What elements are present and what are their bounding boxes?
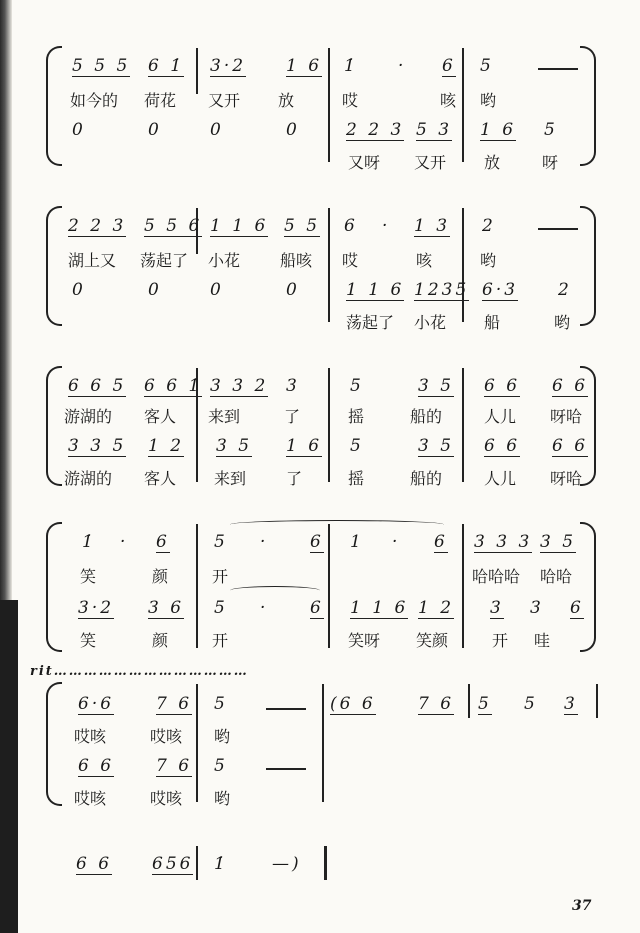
- rest: 0: [210, 120, 224, 140]
- lyric: 笑: [80, 567, 97, 586]
- note-group: 5 5: [284, 216, 321, 236]
- note-group: 5 3: [416, 120, 453, 140]
- rest: 0: [210, 280, 224, 300]
- coda-line: [40, 846, 610, 886]
- note-group: 6 6: [552, 376, 589, 396]
- note-group: 1 6: [286, 436, 323, 456]
- tempo-marking: rit…………………………………: [30, 664, 249, 679]
- note: 3: [530, 598, 544, 618]
- barline: [462, 48, 464, 162]
- lyric: 小花: [414, 313, 447, 332]
- lyric: 哎咳: [150, 789, 183, 808]
- lyric: 船咳: [280, 251, 313, 270]
- lyric: 呀哈: [550, 469, 583, 488]
- lyric: 小花: [208, 251, 241, 270]
- sustain-close: —): [272, 854, 302, 874]
- note-group: 7 6: [156, 694, 193, 714]
- lyric: 如今的: [70, 91, 119, 110]
- note: 6: [570, 598, 584, 618]
- note: 1̇: [214, 854, 228, 874]
- score-system-3: [40, 360, 610, 490]
- note-group: 5 5 5: [72, 56, 131, 76]
- rest: 0: [286, 120, 300, 140]
- lyric: 哟: [214, 789, 231, 808]
- system-bracket-right: [580, 522, 596, 652]
- score-system-2: [40, 200, 610, 330]
- barline: [462, 208, 464, 322]
- barline: [196, 846, 198, 880]
- lyric: 哎咳: [74, 789, 107, 808]
- score-system-1: [40, 40, 610, 170]
- note: 1̇: [82, 532, 96, 552]
- lyric: 游湖的: [64, 469, 113, 488]
- interlude: 3: [564, 694, 578, 714]
- note-group: 6·6: [78, 694, 115, 714]
- note-group: 2 2 3: [346, 120, 405, 140]
- note: 6: [434, 532, 448, 552]
- lyric: 哟: [480, 91, 497, 110]
- lyric: 荷花: [144, 91, 177, 110]
- rest: 0: [72, 280, 86, 300]
- note-group: 3·2: [210, 56, 247, 76]
- note-group: 1 3: [414, 216, 451, 236]
- lyric: 颜: [152, 567, 169, 586]
- note: 5: [544, 120, 558, 140]
- lyric: 哈哈: [540, 567, 573, 586]
- rest: 0: [148, 280, 162, 300]
- note-group: 1 6: [480, 120, 517, 140]
- note: 6: [156, 532, 170, 552]
- lyric: 开: [212, 631, 229, 650]
- interlude: 7 6: [418, 694, 455, 714]
- lyric: 荡起了: [346, 313, 395, 332]
- slur: [230, 520, 444, 529]
- note-group: 7 6: [156, 756, 193, 776]
- lyric: 哟: [214, 727, 231, 746]
- lyric: 哎咳: [74, 727, 107, 746]
- lyric: 了: [284, 407, 301, 426]
- rit-label: rit: [30, 664, 54, 679]
- note: 5: [214, 756, 228, 776]
- system-bracket: [46, 206, 62, 326]
- score-system-4: [40, 516, 610, 656]
- dot: ·: [260, 532, 269, 552]
- lyric: 哇: [534, 631, 551, 650]
- note-group: 3 5: [216, 436, 253, 456]
- page-edge-shadow-lower: [0, 600, 18, 933]
- lyric: 来到: [208, 407, 241, 426]
- barline: [196, 684, 198, 802]
- lyric: 客人: [144, 407, 177, 426]
- lyric: 摇: [348, 407, 365, 426]
- lyric: 呀: [542, 153, 559, 172]
- page-number: 37: [572, 898, 592, 914]
- sustain-dash: [538, 228, 578, 230]
- lyric: 船: [484, 313, 501, 332]
- rest: 0: [148, 120, 162, 140]
- note-group: 3 6: [148, 598, 185, 618]
- lyric: 船的: [410, 407, 443, 426]
- barline: [462, 524, 464, 648]
- barline: [328, 208, 330, 322]
- note-group: 6·3: [482, 280, 519, 300]
- lyric: 咳: [416, 251, 433, 270]
- lyric: 放: [484, 153, 501, 172]
- note-group: 6 6: [78, 756, 115, 776]
- lyric: 人儿: [484, 469, 517, 488]
- note: 5: [214, 532, 228, 552]
- note-group: 6 6: [552, 436, 589, 456]
- system-bracket-right: [580, 46, 596, 166]
- lyric: 游湖的: [64, 407, 113, 426]
- lyric: 哈哈哈: [472, 567, 521, 586]
- note-group: 1235: [414, 280, 470, 300]
- interlude: 5: [524, 694, 538, 714]
- system-bracket: [46, 46, 62, 166]
- lyric: 笑: [80, 631, 97, 650]
- barline: [328, 368, 330, 482]
- barline: [196, 524, 198, 648]
- lyric: 哟: [554, 313, 571, 332]
- note-group: 3 3 2: [210, 376, 269, 396]
- system-bracket-right: [580, 206, 596, 326]
- rest: 0: [286, 280, 300, 300]
- barline: [462, 368, 464, 482]
- note: 1: [350, 532, 364, 552]
- barline: [196, 48, 198, 94]
- note: 3: [490, 598, 504, 618]
- note: 2: [482, 216, 496, 236]
- dot: ·: [120, 532, 129, 552]
- slur: [230, 586, 320, 595]
- dot: ·: [260, 598, 269, 618]
- note-group: 6 6: [484, 436, 521, 456]
- lyric: 荡起了: [140, 251, 189, 270]
- score-system-5: [40, 676, 610, 806]
- barline: [468, 684, 470, 718]
- note-group: 1 2: [148, 436, 185, 456]
- note-group: 6 6 5: [68, 376, 127, 396]
- note: 1̇: [344, 56, 358, 76]
- note-group: 1 6: [286, 56, 323, 76]
- note: 3: [286, 376, 300, 396]
- lyric: 又呀: [348, 153, 381, 172]
- barline: [596, 684, 598, 718]
- note-group: 1 2: [418, 598, 455, 618]
- sustain-dash: [266, 708, 306, 710]
- note: 2: [558, 280, 572, 300]
- note: 5: [214, 694, 228, 714]
- dot: ·: [382, 216, 391, 236]
- lyric: 哟: [480, 251, 497, 270]
- note-group: 3 5: [418, 376, 455, 396]
- note-group: 656: [152, 854, 194, 874]
- note-group: 6 1̇: [148, 56, 185, 76]
- note: 6: [442, 56, 456, 76]
- lyric: 客人: [144, 469, 177, 488]
- barline: [322, 684, 324, 802]
- lyric: 哎咳: [150, 727, 183, 746]
- note-group: 6 6 1̇: [144, 376, 203, 396]
- note-group: 5 5 6: [144, 216, 203, 236]
- note-group: 3 5: [418, 436, 455, 456]
- system-bracket: [46, 682, 62, 806]
- lyric: 笑呀: [348, 631, 381, 650]
- lyric: 来到: [214, 469, 247, 488]
- note: 5: [480, 56, 494, 76]
- lyric: 湖上又: [68, 251, 117, 270]
- barline: [328, 524, 330, 648]
- note: 5: [350, 376, 364, 396]
- lyric: 人儿: [484, 407, 517, 426]
- note: 5: [350, 436, 364, 456]
- dot: ·: [392, 532, 401, 552]
- lyric: 哎: [342, 91, 359, 110]
- interlude: 5: [478, 694, 492, 714]
- system-bracket: [46, 522, 62, 652]
- lyric: 又开: [414, 153, 447, 172]
- lyric: 哎: [342, 251, 359, 270]
- note-group: 3·2: [78, 598, 115, 618]
- note-group: 1 1 6: [210, 216, 269, 236]
- note: 5: [214, 598, 228, 618]
- sustain-dash: [266, 768, 306, 770]
- note-group: 3 5: [540, 532, 577, 552]
- dot: ·: [398, 56, 407, 76]
- system-bracket: [46, 366, 62, 486]
- note-group: 6 6: [484, 376, 521, 396]
- note: 6: [310, 598, 324, 618]
- lyric: 颜: [152, 631, 169, 650]
- note-group: 1 1 6: [350, 598, 409, 618]
- interlude: (6 6: [330, 694, 376, 714]
- sustain-dash: [538, 68, 578, 70]
- lyric: 开: [212, 567, 229, 586]
- note-group: 6 6: [76, 854, 113, 874]
- lyric: 放: [278, 91, 295, 110]
- note-group: 2 2 3: [68, 216, 127, 236]
- note: 6: [344, 216, 358, 236]
- lyric: 船的: [410, 469, 443, 488]
- lyric: 又开: [208, 91, 241, 110]
- rest: 0: [72, 120, 86, 140]
- lyric: 咳: [440, 91, 457, 110]
- barline: [328, 48, 330, 162]
- final-barline: [324, 846, 327, 880]
- note: 6: [310, 532, 324, 552]
- note-group: 1 1 6: [346, 280, 405, 300]
- lyric: 呀哈: [550, 407, 583, 426]
- lyric: 摇: [348, 469, 365, 488]
- lyric: 开: [492, 631, 509, 650]
- note-group: 3 3 5: [68, 436, 127, 456]
- note-group: 3 3 3: [474, 532, 533, 552]
- lyric: 笑颜: [416, 631, 449, 650]
- lyric: 了: [286, 469, 303, 488]
